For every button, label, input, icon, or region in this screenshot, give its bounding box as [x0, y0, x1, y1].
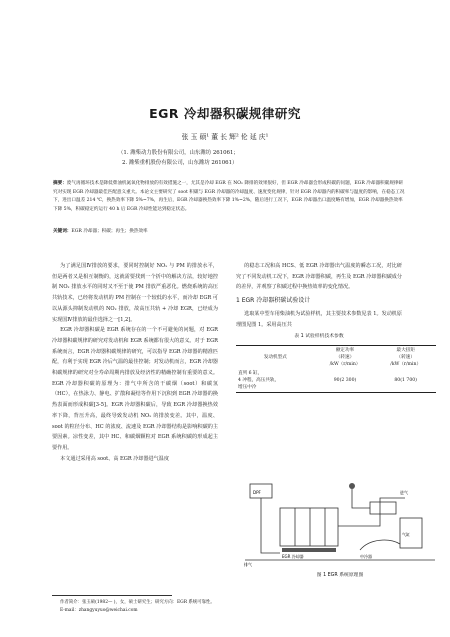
footnote	[60, 599, 215, 615]
author-line: 张 玉 硕¹ 董 长 辉² 伦 延 庆¹	[181, 133, 269, 141]
section-heading: 1 EGR 冷却器积碳试验设计	[236, 297, 311, 305]
figure-caption: 图 1 EGR 系统原理图	[316, 573, 364, 578]
keywords-text: EGR 冷却器；积碳；再生；换热效率	[71, 229, 148, 234]
right-column	[236, 261, 422, 393]
body-paragraph: 本文通过采用高 soot、高 EGR 冷却器进气温度	[60, 455, 169, 462]
body-paragraph: 为了满足国Ⅳ排放的要求，要同时控制好 NOₓ 与 PM 的排放水平，但是两者又是相互制衡的，这就需要找到一个折中的解决方法，较好地控制 NOₓ 排放水平的同时又不至于使 PM 排放严重恶化。燃烧系统的高压共轨技术，已经将发动机的 PM 控制在一个较低的水平，而冷却 EGR 可以从源头抑制发动机的 NOₓ 排放，故高压共轨 + 冷却 EGR，已经成为实现国Ⅳ排放的最佳选择之一[1,2]。	[52, 263, 218, 323]
table-cell: 直列 6 缸， 4 冲程，高压共轨， 增压中冷	[236, 369, 315, 393]
diagram-label-intake: 进气	[400, 490, 408, 495]
table-header-cell: 最大扭矩 （转速） /kW（r/min）	[375, 345, 436, 369]
table-cell: 80(1 700)	[375, 369, 436, 393]
footnote-email: E-mail：zhangyuyuo@weichai.com	[60, 608, 138, 613]
keywords-line	[53, 228, 405, 237]
left-column	[52, 261, 218, 464]
abstract-label: 摘要：	[53, 181, 67, 186]
diagram-label-egr-cooler: EGR 冷却器	[282, 554, 304, 559]
diagram-label-exhaust: 排气	[244, 562, 252, 567]
egr-system-diagram	[240, 478, 440, 568]
affiliation-1: （1. 潍柴动力股份有限公司，山东潍坊 261061；	[118, 150, 239, 156]
diagram-label-intercooler: 中冷器	[360, 554, 372, 559]
table-cell: 90(2 300)	[315, 369, 376, 393]
paper-title: EGR 冷却器积碳规律研究	[149, 106, 301, 121]
body-paragraph: EGR 冷却器积碳是 EGR 系统存在的一个不可避免的问题，对 EGR 冷却器积碳规律的研究对发动机和 EGR 系统都有很大的意义。对于 EGR 系统而言，EGR 冷却器积碳规律的研究，可以指导 EGR 冷却器的精准匹配，有利于实现 EGR 冷后气温的最佳控制；对发动机而言，EGR 冷却器积碳规律的研究对全寿命周期内排放及经济性的精确控制有重要的意义。EGR 冷却器积碳的原理为：排气中所含的干碳烟（soot）和碳氢（HC），在热泳力、静电、扩散和凝结等作用下沉积到 EGR 冷却器的换热表面而形成积碳[3-5]。EGR 冷却器积碳后，导致 EGR 冷却器换热效率下降，背压升高，最终导致发动机 NOₓ 的排放变差。其中，温度、soot 的粒径分布、HC 的浓度、流速及 EGR 冷却器结构是影响积碳的主要因素。凉性变差，其中 HC、和碳烟颗粒对 EGR 系统积碳的形成起主要作用。	[52, 327, 218, 451]
keywords-label: 关键词：	[53, 229, 72, 234]
table-row	[236, 369, 436, 393]
diagram-label-dpf: DPF	[253, 490, 261, 495]
abstract-text: 废气再循环技术是降低柴油机氮氧化物排放的有效措施之一，尤其是冷却 EGR 在 NOₓ 降排的效果很好，但 EGR 冷却器会形成积碳的问题，EGR 冷却器积碳规律研究对实现 EGR 冷却器最佳匹配意义重大。本论文主要研究了 soot 积碳与 EGR 冷却器的冷却温度、速度变化规律，针对 EGR 冷却器内的积碳率与温度的影响，在稳态工况下，进出口温差 214 ℃，换热效率下降 5%~7%，再生后，EGR 冷却器换热效率下降 1%~2%，随后进行工况下，EGR 冷却器出口温度略有增加，EGR 冷却器换热效率下降 5%，积碳稳定约运行 40 h 后 EGR 冷却性能达到稳定状态。	[53, 181, 405, 212]
table-header-cell: 额定功率 （转速） /kW（r/min）	[315, 345, 376, 369]
body-paragraph: 的稳态工况和高 HCS、低 EGR 冷却器出气温度的瞬态工况，对比研究了不同发动机工况下，EGR 冷却器积碳，再生及 EGR 冷却器积碳成分的差异，并观察了积碳过程中换热效率的变化情况。	[236, 263, 402, 291]
table-header-cell: 发动机型式	[236, 345, 315, 369]
abstract-block	[53, 180, 405, 214]
table-caption: 表 1 试验样机技术参数	[294, 334, 344, 340]
footnote-author: 作者简介：张玉硕(1982— )，女，硕士研究生；研究方向：EGR 系统可靠性。	[60, 600, 215, 605]
body-paragraph: 选取某中型车用柴油机为试验样机，其主要技术参数见表 1。发动机原理图见图 1。采用高压共	[236, 310, 402, 328]
spec-table	[236, 345, 436, 393]
affiliation-2: 2. 潍柴重机股份有限公司，山东潍坊 261061）	[122, 160, 238, 166]
diagram-label-cylinder: 气缸	[402, 532, 410, 537]
footnote-rule	[52, 595, 172, 596]
